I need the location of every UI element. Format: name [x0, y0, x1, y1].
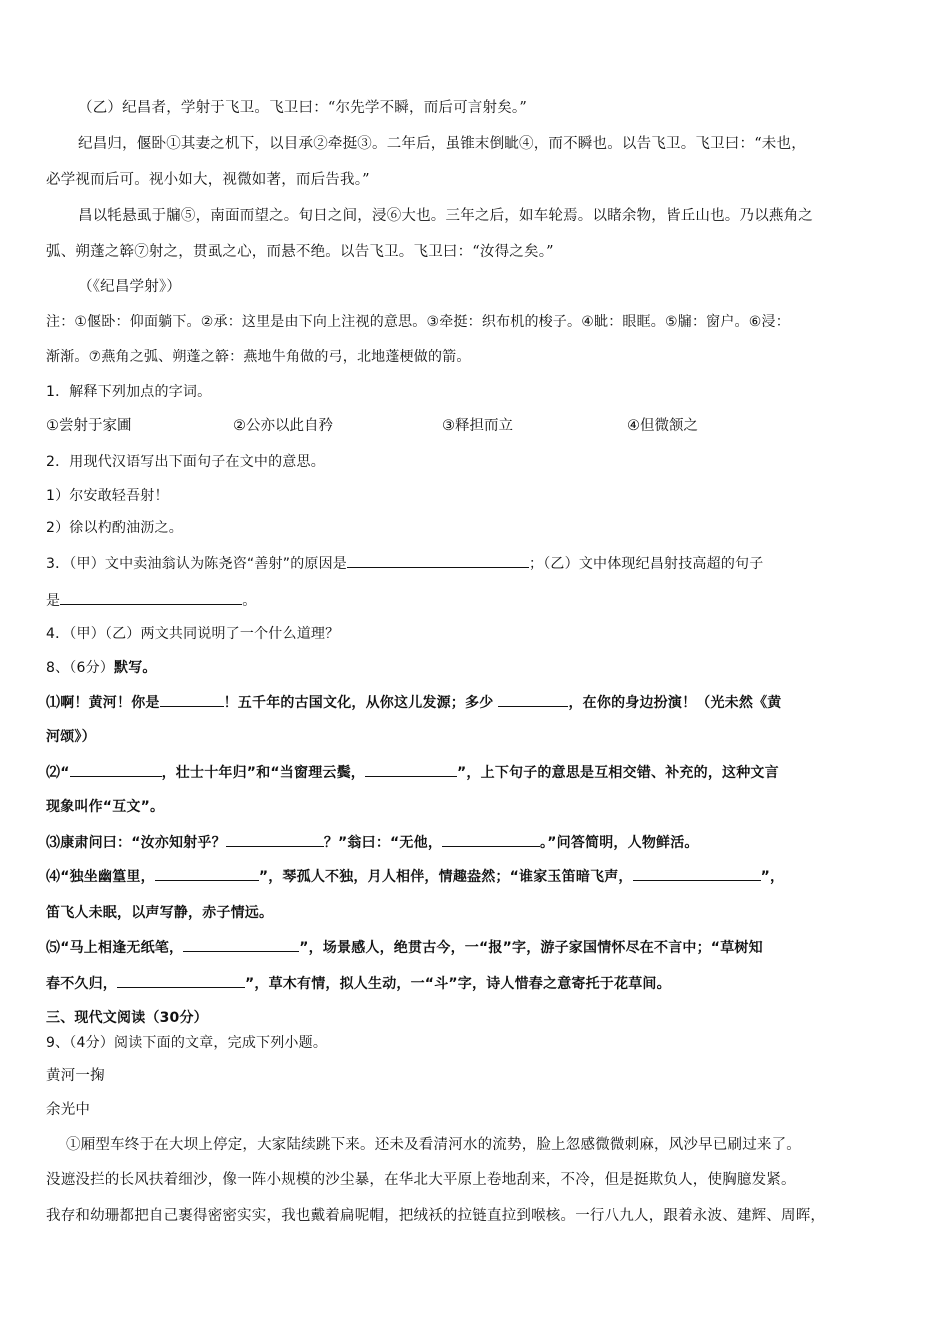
- notes-line1: 注：①偃卧：仰面躺下。②承：这里是由下向上注视的意思。③牵挺：织布机的梭子。④眦：眼眶。⑤牖：窗户。⑥浸：: [46, 314, 790, 330]
- q8-s4-blank-2[interactable]: [633, 866, 761, 881]
- q8-s3-text-b: ？”翁曰：“无他，: [323, 835, 443, 851]
- q8-s1-text-b: ！五千年的古国文化，从你这儿发源；多少: [223, 695, 499, 711]
- q2-item2: 2）徐以杓酌油沥之。: [46, 520, 183, 536]
- article-title: 黄河一掬: [46, 1068, 105, 1084]
- q8-s1-line2: 河颂》）: [46, 729, 96, 745]
- q2-prompt: 2．用现代汉语写出下面句子在文中的意思。: [46, 454, 325, 470]
- q8-s5-line2: [46, 973, 910, 994]
- q8-s3-text-a: ⑶康肃问曰：“汝亦知射乎？: [46, 835, 226, 851]
- q8-s2-text-a: ⑵“: [46, 765, 70, 781]
- q8-s3-text-c: 。”问答简明，人物鲜活。: [540, 835, 699, 851]
- q3-blank-1[interactable]: [347, 553, 529, 568]
- q3-blank-2[interactable]: [60, 590, 242, 605]
- q3-line2: [46, 590, 910, 611]
- article-para1-line3: 我存和幼珊都把自己裹得密密实实，我也戴着扁呢帽，把绒袄的拉链直拉到喉核。一行八九人，跟着永波、建辉、周晖，: [46, 1208, 826, 1224]
- q1-prompt: 1．解释下列加点的字词。: [46, 384, 212, 400]
- q8-s2-blank-1[interactable]: [70, 762, 162, 777]
- q8-s4-line2: 笛飞人未眠，以声写静，赤子情远。: [46, 905, 274, 921]
- passage-yi-p2-line1: 纪昌归，偃卧①其妻之机下，以目承②牵挺③。二年后，虽锥末倒眦④，而不瞬也。以告飞卫。飞卫曰：“未也，: [78, 136, 806, 152]
- q1-option-2: ②公亦以此自矜: [233, 418, 333, 434]
- q8-s4-blank-1[interactable]: [155, 866, 259, 881]
- q8-s4-line1: [46, 866, 910, 887]
- q8-s2-text-c: ”，上下句子的意思是互相交错、补充的，这种文言: [457, 765, 779, 781]
- passage-yi-p3-line1: 昌以牦悬虱于牖⑤，南面而望之。旬日之间，浸⑥大也。三年之后，如车轮焉。以睹余物，皆丘山也。乃以燕角之: [78, 208, 813, 224]
- q3-part3: 是: [46, 593, 61, 609]
- q8-s5-line1: [46, 937, 910, 958]
- notes-line2: 渐渐。⑦燕角之弧、朔蓬之簳：燕地牛角做的弓，北地蓬梗做的箭。: [46, 349, 471, 365]
- q3-line1: [46, 553, 910, 574]
- passage-yi-p3-line2: 弧、朔蓬之簳⑦射之，贯虱之心，而悬不绝。以告飞卫。飞卫曰：“汝得之矣。”: [46, 244, 554, 260]
- q8-s3-blank-2[interactable]: [442, 832, 540, 847]
- q3-part2: ；（乙）文中体现纪昌射技高超的句子: [529, 556, 764, 572]
- q8-number: 8、（6分）: [46, 660, 115, 676]
- section3-title: 三、现代文阅读（30分）: [46, 1010, 208, 1026]
- q8-s3-blank-1[interactable]: [226, 832, 324, 847]
- q3-part1: 3．（甲）文中卖油翁认为陈尧咨“善射”的原因是: [46, 556, 348, 572]
- article-author: 余光中: [46, 1102, 91, 1118]
- q8-s5-text-b: ”，场景感人，绝贯古今，一“报”字，游子家国情怀尽在不言中；“草树知: [299, 940, 763, 956]
- q8-s2-text-b: ，壮士十年归”和“当窗理云鬓，: [161, 765, 366, 781]
- q9-prompt: 9、（4分）阅读下面的文章，完成下列小题。: [46, 1035, 328, 1051]
- q8-s5-text-a: ⑸“马上相逢无纸笔，: [46, 940, 184, 956]
- article-para1-line2: 没遮没拦的长风扶着细沙，像一阵小规模的沙尘暴，在华北大平原上卷地刮来，不冷，但是挺欺负人，使胸臆发紧。: [46, 1172, 796, 1188]
- q8-s5-text-c: 春不久归，: [46, 976, 117, 992]
- q8-label: 默写。: [114, 660, 157, 676]
- q8-s1-line1: [46, 692, 910, 713]
- q1-option-4: ④但微颔之: [627, 418, 698, 434]
- q8-heading: [46, 658, 910, 678]
- q8-s5-text-d: ”，草木有情，拟人生动，一“斗”字，诗人惜春之意寄托于花草间。: [245, 976, 671, 992]
- q8-s2-line2: 现象叫作“互文”。: [46, 799, 165, 815]
- passage-yi-p2-line2: 必学视而后可。视小如大，视微如著，而后告我。”: [46, 172, 370, 188]
- article-para1-line1: ①厢型车终于在大坝上停定，大家陆续跳下来。还未及看清河水的流势，脸上忽感微微刺麻，风沙早已刷过来了。: [66, 1137, 801, 1153]
- q8-s4-text-b: ”，琴孤人不独，月人相伴，情趣盎然；“谁家玉笛暗飞声，: [258, 869, 633, 885]
- q3-part4: 。: [242, 593, 257, 609]
- q4-prompt: 4．（甲）（乙）两文共同说明了一个什么道理？: [46, 626, 340, 642]
- q8-s5-blank-2[interactable]: [117, 973, 245, 988]
- q1-option-3: ③释担而立: [442, 418, 513, 434]
- q8-s1-text-c: ，在你的身边扮演！（光未然《黄: [568, 695, 782, 711]
- passage-yi-line1: （乙）纪昌者，学射于飞卫。飞卫曰：“尔先学不瞬，而后可言射矣。”: [78, 100, 527, 116]
- q2-item1: 1）尔安敢轻吾射！: [46, 488, 169, 504]
- q8-s1-text-a: ⑴啊！黄河！你是: [46, 695, 160, 711]
- q8-s2-blank-2[interactable]: [365, 762, 457, 777]
- q8-s1-blank-2[interactable]: [498, 692, 568, 707]
- q8-s4-text-c: ”，: [760, 869, 785, 885]
- q1-option-1: ①尝射于家圃: [46, 418, 132, 434]
- q8-s3-line: [46, 832, 910, 853]
- q8-s5-blank-1[interactable]: [183, 937, 299, 952]
- passage-source: （《纪昌学射》）: [78, 279, 182, 295]
- q8-s2-line1: [46, 762, 910, 783]
- q8-s1-blank-1[interactable]: [160, 692, 224, 707]
- q8-s4-text-a: ⑷“独坐幽篁里，: [46, 869, 155, 885]
